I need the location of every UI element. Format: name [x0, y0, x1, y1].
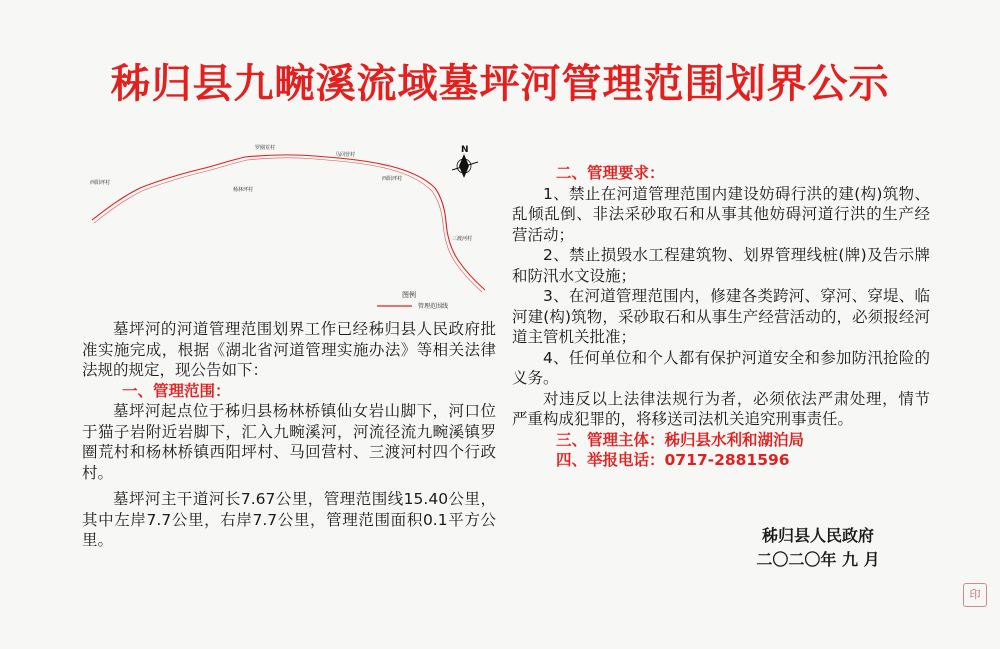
village-label: 杨林坪村	[233, 187, 254, 193]
section-heading-scope: 一、管理范围：	[122, 381, 231, 400]
river-map-svg	[80, 140, 500, 315]
section-heading-authority: 三、管理主体：秭归县水利和湖泊局	[556, 430, 805, 449]
requirement-4: 4、任何单位和个人都有保护河道安全和参加防汛抢险的义务。	[512, 348, 930, 387]
requirement-3: 3、在河道管理范围内，修建各类跨河、穿河、穿堤、临河建(构)筑物，采砂取石和从事生产经营活动的，必须报经河道主管机关批准；	[512, 287, 930, 346]
village-label: 三渡河村	[452, 236, 473, 242]
village-label: 西阳坪村	[90, 180, 111, 186]
section-heading-hotline: 四、举报电话：0717-2881596	[556, 451, 790, 469]
svg-text:N: N	[461, 145, 469, 155]
river-map	[80, 140, 500, 315]
left-column	[82, 319, 496, 551]
seal-stamp-icon: 印	[963, 583, 987, 607]
management-boundary-line	[92, 155, 485, 290]
signature-date: 二〇二〇年 九 月	[756, 550, 880, 569]
legend-label: 管理范围线	[418, 303, 449, 310]
compass-icon	[452, 145, 478, 178]
right-column	[512, 163, 930, 471]
scope-paragraph-2: 墓坪河主干道河长7.67公里，管理范围线15.40公里，其中左岸7.7公里，右岸7.7公里，管理范围面积0.1平方公里。	[82, 490, 496, 549]
village-label: 西阳坪村	[382, 176, 403, 182]
requirement-1: 1、禁止在河道管理范围内建设妨碍行洪的建(构)筑物、乱倾乱倒、非法采砂取石和从事其他妨碍河道行洪的生产经营活动；	[512, 184, 930, 244]
village-label: 罗圈荒村	[255, 145, 276, 151]
section-heading-requirements: 二、管理要求：	[556, 164, 665, 182]
scope-paragraph-1: 墓坪河起点位于秭归县杨林桥镇仙女岩山脚下，河口位于猫子岩附近岩脚下，汇入九畹溪河，河流径流九畹溪镇罗圈荒村和杨林桥镇西阳坪村、马回营村、三渡河村四个行政村。	[82, 402, 496, 482]
intro-paragraph: 墓坪河的河道管理范围划界工作已经秭归县人民政府批准实施完成，根据《湖北省河道管理实施办法》等相关法律法规的规定，现公告如下：	[82, 320, 496, 379]
management-boundary-line-inner	[94, 158, 482, 292]
penalty-paragraph: 对违反以上法律法规行为者，必须依法严肃处理，情节严重构成犯罪的，将移送司法机关追究刑事责任。	[512, 389, 930, 428]
signature-block	[738, 524, 898, 572]
village-label: 马回营村	[335, 152, 356, 158]
requirement-2: 2、禁止损毁水工程建筑物、划界管理线桩(牌)及告示牌和防汛水文设施；	[512, 246, 930, 285]
signature-org: 秭归县人民政府	[761, 526, 874, 545]
page-title: 秭归县九畹溪流域墓坪河管理范围划界公示	[110, 61, 890, 107]
legend-title: 图例	[402, 291, 416, 299]
